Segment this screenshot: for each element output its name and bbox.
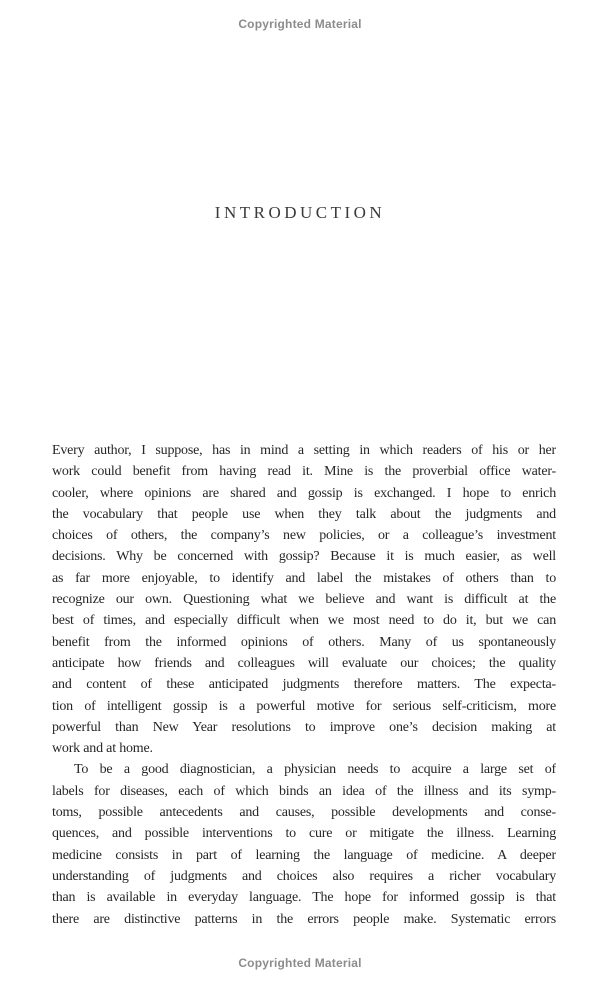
text-line: cooler, where opinions are shared and gossip is exchanged. I hope to enrich: [52, 485, 556, 501]
text-line: quences, and possible interventions to cure or mitigate the illness. Learning: [52, 826, 556, 842]
copyright-notice-bottom: Copyrighted Material: [238, 956, 362, 970]
text-line: anticipate how friends and colleagues will evaluate our choices; the quality: [52, 655, 556, 671]
text-line: decisions. Why be concerned with gossip? Because it is much easier, as well: [52, 549, 556, 565]
text-line: there are distinctive patterns in the errors people make. Systematic errors: [52, 911, 556, 927]
text-line: To be a good diagnostician, a physician needs to acquire a large set of: [74, 762, 556, 778]
text-line: understanding of judgments and choices also requires a richer vocabulary: [52, 868, 556, 884]
text-line: recognize our own. Questioning what we believe and want is difficult at the: [52, 592, 556, 608]
copyright-notice-top: Copyrighted Material: [238, 17, 362, 31]
text-line: than is available in everyday language. The hope for informed gossip is that: [52, 890, 556, 906]
text-line: toms, possible antecedents and causes, possible developments and conse-: [52, 805, 556, 821]
text-line: powerful than New Year resolutions to improve one’s decision making at: [52, 719, 556, 735]
text-line: as far more enjoyable, to identify and label the mistakes of others than to: [52, 570, 556, 586]
text-line: medicine consists in part of learning the language of medicine. A deeper: [52, 847, 556, 863]
text-line: best of times, and especially difficult when we most need to do it, but we can: [52, 613, 556, 629]
chapter-title: INTRODUCTION: [214, 203, 386, 222]
text-line: labels for diseases, each of which binds an idea of the illness and its symp-: [52, 783, 556, 799]
text-line: and content of these anticipated judgments therefore matters. The expecta-: [52, 677, 556, 693]
text-line: work could benefit from having read it. Mine is the proverbial office water-: [52, 464, 556, 480]
text-line: benefit from the informed opinions of others. Many of us spontaneously: [52, 634, 556, 650]
text-line: the vocabulary that people use when they talk about the judgments and: [52, 506, 556, 522]
body-text: [52, 440, 556, 930]
text-line: tion of intelligent gossip is a powerful motive for serious self-criticism, more: [52, 698, 556, 714]
text-line: Every author, I suppose, has in mind a setting in which readers of his or her: [52, 443, 556, 458]
text-line: work and at home.: [52, 741, 153, 757]
text-line: choices of others, the company’s new policies, or a colleague’s investment: [52, 528, 556, 544]
